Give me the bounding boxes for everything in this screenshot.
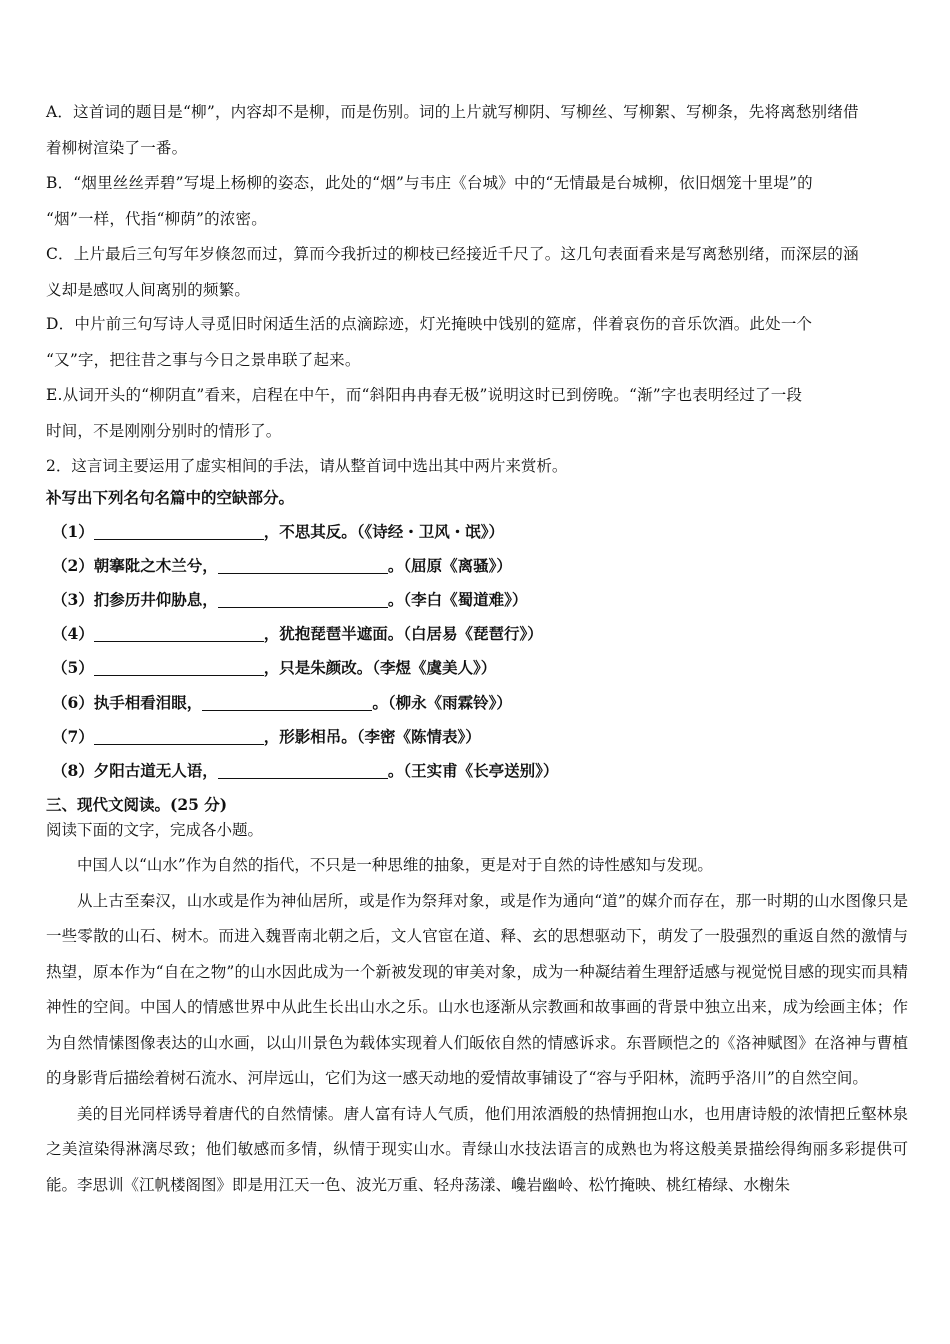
fill-num: （7） xyxy=(52,727,94,746)
fill-before: 夕阳古道无人语， xyxy=(93,761,218,780)
fill-after: 。（王实甫《长亭送别》） xyxy=(387,761,559,780)
option-a xyxy=(46,94,908,166)
essay-paragraph-1: 中国人以“山水”作为自然的指代，不只是一种思维的抽象，更是对于自然的诗性感知与发现。 xyxy=(77,856,713,874)
answer-blank[interactable] xyxy=(218,589,388,608)
option-b-line1: B．“烟里丝丝弄碧”写堤上杨柳的姿态，此处的“烟”与韦庄《台城》中的“无情最是台城柳，依旧烟笼十里堤”的 xyxy=(46,174,813,192)
fill-before: 朝搴阰之木兰兮， xyxy=(93,556,218,575)
option-d xyxy=(46,306,908,378)
fill-after: ，形影相吊。（李密《陈情表》） xyxy=(263,727,481,746)
answer-blank[interactable] xyxy=(202,692,372,711)
option-c-line2: 义却是感叹人间离别的频繁。 xyxy=(46,281,251,299)
essay-body xyxy=(46,848,908,1203)
fill-before: 执手相看泪眼， xyxy=(93,693,203,712)
option-b-line2: “烟”一样，代指“柳荫”的浓密。 xyxy=(46,210,267,228)
answer-blank[interactable] xyxy=(218,555,388,574)
option-a-line1: A．这首词的题目是“柳”，内容却不是柳，而是伤别。词的上片就写柳阴、写柳丝、写柳絮、写柳条，先将离愁别绪借 xyxy=(46,103,859,121)
option-e-line2: 时间，不是刚刚分别时的情形了。 xyxy=(46,422,282,440)
option-d-line2: “又”字，把往昔之事与今日之景串联了起来。 xyxy=(46,351,361,369)
fill-after: 。（屈原《离骚》） xyxy=(387,556,512,575)
answer-blank[interactable] xyxy=(218,760,388,779)
fill-after: ，只是朱颜改。（李煜《虞美人》） xyxy=(263,658,497,677)
option-c-line1: C．上片最后三句写年岁倏忽而过，算而今我折过的柳枝已经接近千尺了。这几句表面看来是写离愁别绪，而深层的涵 xyxy=(46,245,859,263)
fill-item-1 xyxy=(52,515,504,549)
fill-num: （5） xyxy=(52,658,94,677)
fill-after: ，犹抱琵琶半遮面。（白居易《琵琶行》） xyxy=(263,624,543,643)
fill-num: （4） xyxy=(52,624,94,643)
fill-num: （8） xyxy=(52,761,94,780)
fill-after: ，不思其反。（《诗经・卫风・氓》） xyxy=(263,522,505,541)
fill-num: （2） xyxy=(52,556,94,575)
question-2: 2．这言词主要运用了虚实相间的手法，请从整首词中选出其中两片来赏析。 xyxy=(46,457,568,475)
fill-item-4 xyxy=(52,617,543,651)
answer-blank[interactable] xyxy=(94,726,264,745)
option-e-line1: E.从词开头的“柳阴直”看来，启程在中午，而“斜阳冉冉春无极”说明这时已到傍晚。“渐”字也表明经过了一段 xyxy=(46,386,803,404)
fill-num: （1） xyxy=(52,522,94,541)
option-a-line2: 着柳树渲染了一番。 xyxy=(46,139,188,157)
essay-paragraph-2: 从上古至秦汉，山水或是作为神仙居所，或是作为祭拜对象，或是作为通向“道”的媒介而存在，那一时期的山水图像只是一些零散的山石、树木。而进入魏晋南北朝之后，文人官宦在道、释、玄的思想驱动下，萌发了一股强烈的重返自然的激情与热望，原本作为“自在之物”的山水因此成为一个新被发现的审美对象，成为一种凝结着生理舒适感与视觉悦目感的现实而具精神性的空间。中国人的情感世界中从此生长出山水之乐。山水也逐渐从宗教画和故事画的背景中独立出来，成为绘画主体；作为自然情愫图像表达的山水画，以山川景色为载体实现着人们皈依自然的情感诉求。东晋顾恺之的《洛神赋图》在洛神与曹植的身影背后描绘着树石流水、河岸远山，它们为这一感天动地的爱情故事铺设了“容与乎阳林，流眄乎洛川”的自然空间。 xyxy=(46,891,908,1087)
fill-item-8 xyxy=(52,754,558,788)
fill-section-title: 补写出下列名句名篇中的空缺部分。 xyxy=(46,488,295,507)
fill-item-6 xyxy=(52,686,512,720)
answer-blank[interactable] xyxy=(94,521,264,540)
fill-num: （3） xyxy=(52,590,94,609)
essay-paragraph-3: 美的目光同样诱导着唐代的自然情愫。唐人富有诗人气质，他们用浓酒般的热情拥抱山水，也用唐诗般的浓情把丘壑林泉之美渲染得淋漓尽致；他们敏感而多情，纵情于现实山水。青绿山水技法语言的成熟也为将这般美景描绘得绚丽多彩提供可能。李思训《江帆楼阁图》即是用江天一色、波光万重、轻舟荡漾、巉岩幽岭、松竹掩映、桃红椿绿、水榭朱 xyxy=(46,1104,908,1194)
answer-blank[interactable] xyxy=(94,623,264,642)
part3-title: 三、现代文阅读。(25 分) xyxy=(46,795,228,814)
fill-after: 。（柳永《雨霖铃》） xyxy=(372,693,512,712)
fill-after: 。（李白《蜀道难》） xyxy=(387,590,528,609)
fill-item-7 xyxy=(52,720,481,754)
fill-item-5 xyxy=(52,651,496,685)
option-b xyxy=(46,165,908,237)
fill-num: （6） xyxy=(52,693,94,712)
option-c xyxy=(46,236,908,308)
part3-intro: 阅读下面的文字，完成各小题。 xyxy=(46,821,264,839)
option-e xyxy=(46,377,908,449)
fill-item-3 xyxy=(52,583,527,617)
option-d-line1: D．中片前三句写诗人寻觅旧时闲适生活的点滴踪迹，灯光掩映中饯别的筵席，伴着哀伤的音乐饮酒。此处一个 xyxy=(46,315,813,333)
fill-item-2 xyxy=(52,549,512,583)
answer-blank[interactable] xyxy=(94,657,264,676)
fill-before: 扪参历井仰胁息， xyxy=(93,590,218,609)
